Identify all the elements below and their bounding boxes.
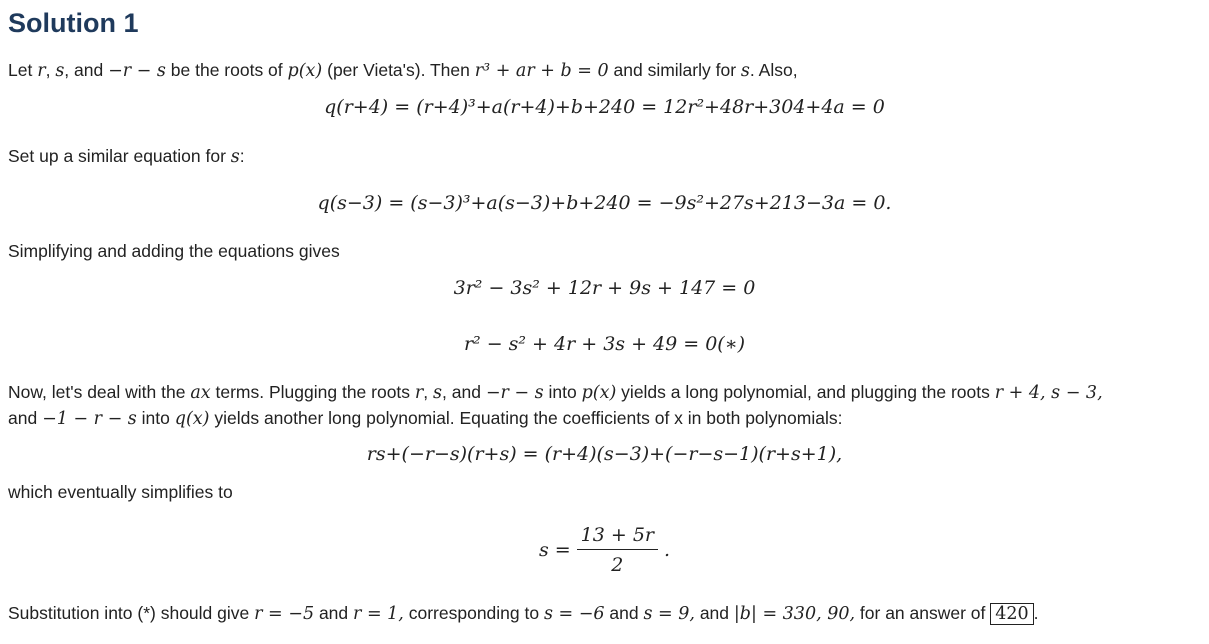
paragraph-eventually: which eventually simplifies to	[8, 482, 233, 502]
math-inline: s	[433, 383, 443, 403]
math-inline: r + 4, s − 3,	[994, 383, 1103, 403]
text: be the roots of	[165, 60, 288, 80]
math-inline: r = −5	[254, 604, 315, 624]
math-inline: r³ + ar + b = 0	[474, 61, 609, 81]
math-inline: q(x)	[174, 409, 210, 429]
text: , and	[442, 382, 486, 402]
math-inline: −r − s	[485, 383, 544, 403]
text: and	[604, 603, 644, 623]
text: and similarly for	[608, 60, 741, 80]
text: and	[314, 603, 354, 623]
text: into	[543, 382, 582, 402]
text: and	[694, 603, 734, 623]
fraction	[577, 524, 658, 576]
math-inline: r = 1,	[353, 604, 404, 624]
paragraph-ax-terms	[8, 379, 1103, 406]
fraction-lhs: s =	[538, 539, 571, 561]
text: ,	[423, 382, 434, 402]
math-inline: −1 − r − s	[42, 409, 137, 429]
fraction-denominator: 2	[611, 554, 624, 576]
math-inline: |b| = 330, 90,	[733, 604, 856, 624]
equation-sum: 3r² − 3s² + 12r + 9s + 147 = 0	[453, 277, 756, 299]
text: Let	[8, 60, 38, 80]
fraction-numerator: 13 + 5r	[577, 524, 658, 550]
math-inline: r	[414, 383, 424, 403]
equation-q-s-minus-3: q(s−3) = (s−3)³+a(s−3)+b+240 = −9s²+27s+213−3a = 0.	[317, 192, 892, 214]
text: for an answer of	[855, 603, 991, 623]
text: into	[136, 408, 175, 428]
paragraph-simplifying: Simplifying and adding the equations gives	[8, 241, 340, 261]
math-inline: p(x)	[287, 61, 323, 81]
equation-star: r² − s² + 4r + 3s + 49 = 0(∗)	[463, 333, 746, 355]
math-inline: −r − s	[108, 61, 166, 81]
math-inline: s	[55, 61, 65, 81]
text: ,	[45, 60, 56, 80]
text: Substitution into (*) should give	[8, 603, 255, 623]
text: and	[8, 408, 43, 428]
text: yields a long polynomial, and plugging the roots	[616, 382, 995, 402]
math-inline: s	[230, 147, 240, 167]
text: . Also,	[749, 60, 798, 80]
paragraph-intro	[8, 57, 798, 84]
equation-s-fraction	[0, 524, 1209, 576]
math-inline: p(x)	[581, 383, 617, 403]
math-inline: ax	[190, 383, 211, 403]
text: :	[239, 146, 245, 166]
text: , and	[64, 60, 109, 80]
text: Now, let's deal with the	[8, 382, 191, 402]
boxed-answer: 420	[990, 603, 1033, 625]
math-inline: s = 9,	[643, 604, 695, 624]
text: yields another long polynomial. Equating the coefficients of x in both polynomials:	[209, 408, 843, 428]
equation-coefficients: rs+(−r−s)(r+s) = (r+4)(s−3)+(−r−s−1)(r+s+1),	[366, 443, 843, 465]
math-inline: s = −6	[543, 604, 605, 624]
text: .	[1033, 603, 1039, 623]
text: terms. Plugging the roots	[210, 382, 415, 402]
paragraph-set-up	[8, 143, 245, 170]
paragraph-substitution	[8, 600, 1039, 627]
fraction-period: .	[664, 539, 671, 561]
solution-heading: Solution 1	[8, 8, 139, 38]
math-inline: s	[740, 61, 750, 81]
paragraph-ax-terms-cont	[8, 405, 842, 432]
text: Set up a similar equation for	[8, 146, 231, 166]
equation-q-r-plus-4: q(r+4) = (r+4)³+a(r+4)+b+240 = 12r²+48r+304+4a = 0	[324, 96, 885, 118]
text: (per Vieta's). Then	[322, 60, 475, 80]
text: corresponding to	[403, 603, 544, 623]
math-inline: r	[37, 61, 46, 81]
